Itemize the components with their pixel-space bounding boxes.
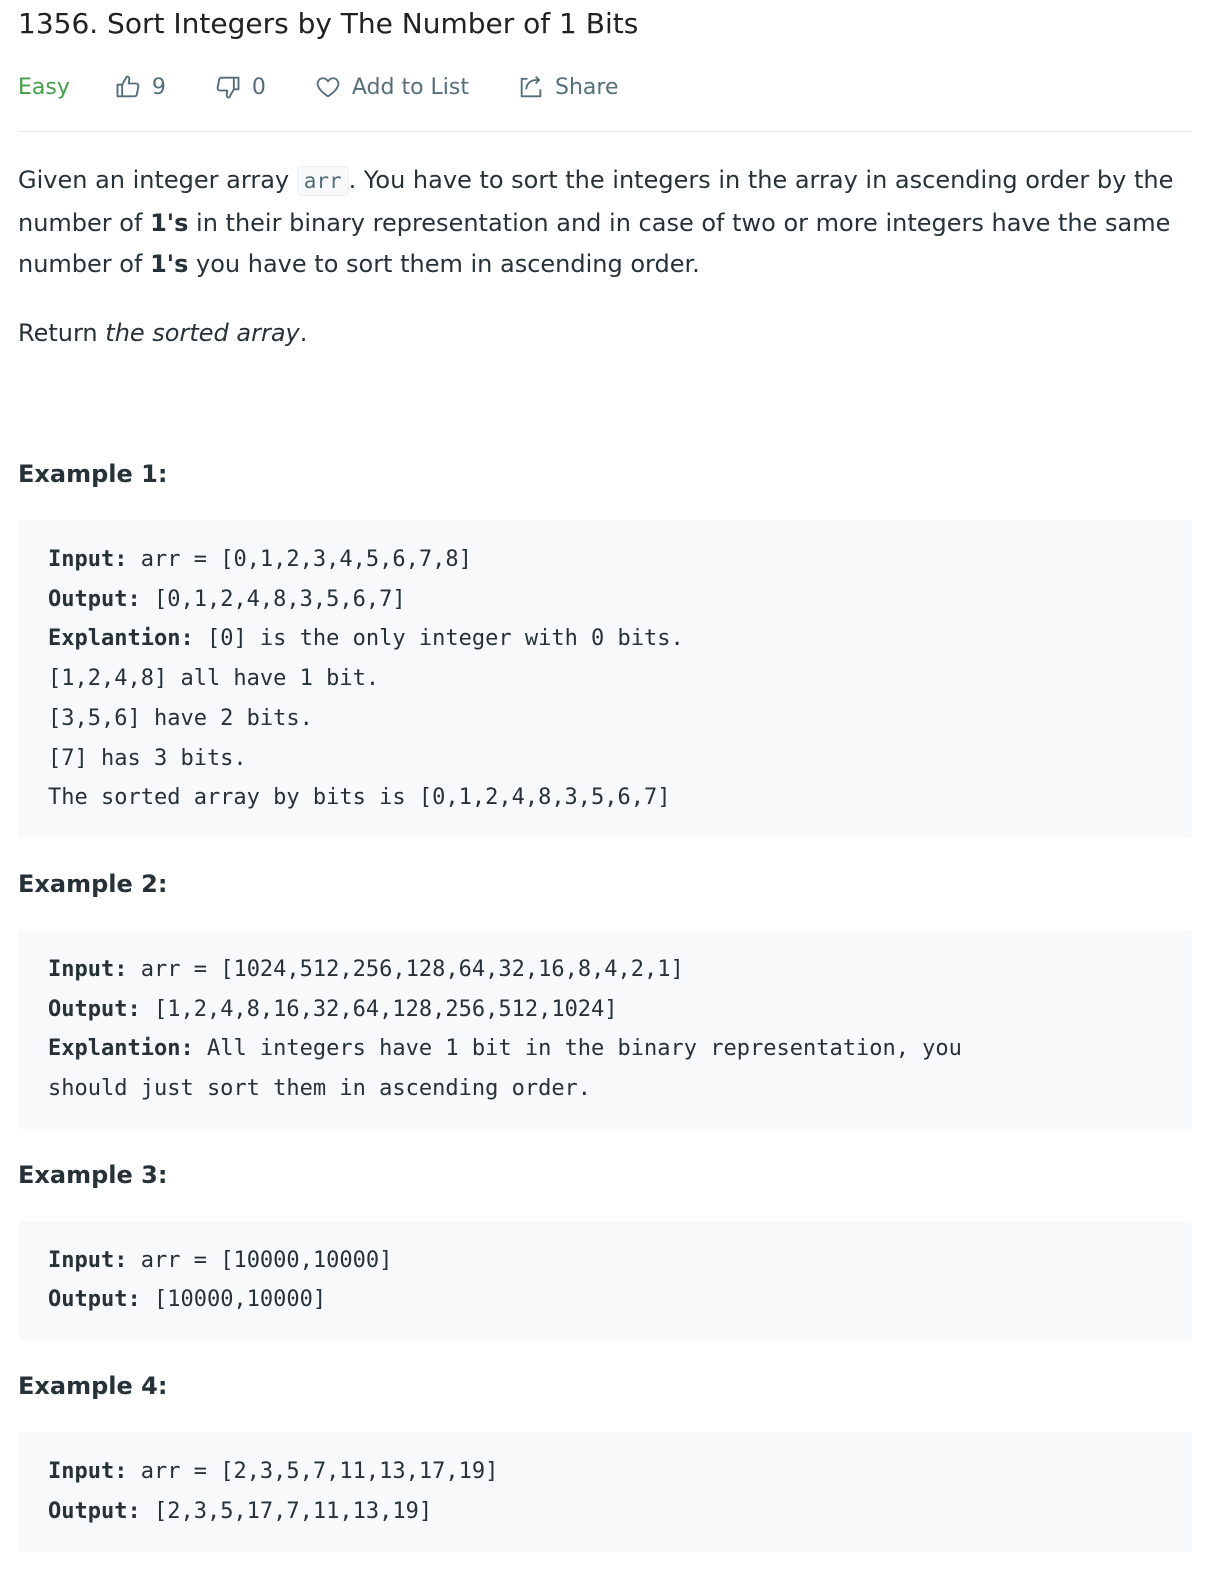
output-label: Output: [48, 586, 141, 612]
thumbs-down-icon [214, 73, 242, 101]
share-label: Share [555, 74, 619, 100]
description-bold: 1's [150, 208, 189, 237]
example-1-code-block [18, 520, 1192, 838]
add-to-list-button[interactable] [314, 73, 469, 101]
example-output: [0,1,2,4,8,3,5,6,7] [140, 586, 406, 612]
description-text: Return [18, 318, 106, 347]
thumbs-up-icon [114, 73, 142, 101]
description-text: . You have to sort the integers in the array in ascending order by the number of [18, 166, 1174, 237]
share-button[interactable] [517, 73, 619, 101]
description-bold: 1's [150, 250, 189, 278]
problem-title: 1356. Sort Integers by The Number of 1 Bits [18, 7, 639, 40]
explanation-label: Explantion: [48, 626, 194, 652]
heart-icon [314, 73, 342, 101]
example-3-title: Example 3: [18, 1160, 168, 1189]
dislike-button[interactable] [214, 73, 266, 101]
dislike-count: 0 [251, 74, 266, 100]
example-explanation-line: [7] has 3 bits. [48, 745, 247, 771]
description-text: . [299, 318, 308, 347]
example-output: [2,3,5,17,7,11,13,19] [140, 1498, 433, 1524]
input-label: Input: [48, 956, 128, 982]
example-input: arr = [0,1,2,3,4,5,6,7,8] [127, 547, 472, 572]
description-paragraph-1 [18, 160, 1192, 286]
problem-meta-bar [18, 65, 1192, 132]
explanation-label: Explantion: [48, 1036, 194, 1062]
example-explanation-line: [3,5,6] have 2 bits. [48, 705, 313, 731]
example-explanation-line: [1,2,4,8] all have 1 bit. [48, 666, 380, 692]
description-text: you have to sort them in ascending order. [188, 250, 700, 278]
output-label: Output: [48, 1498, 141, 1524]
like-button[interactable] [114, 73, 166, 101]
description-text: Given an integer array [18, 166, 297, 194]
example-1-title: Example 1: [18, 460, 168, 488]
example-input: arr = [1024,512,256,128,64,32,16,8,4,2,1] [127, 956, 684, 982]
example-input: arr = [10000,10000] [127, 1247, 393, 1273]
example-2-title: Example 2: [18, 869, 168, 898]
example-3-code-block [18, 1221, 1192, 1340]
input-label: Input: [48, 1247, 128, 1273]
like-count: 9 [151, 74, 166, 100]
example-output: [1,2,4,8,16,32,64,128,256,512,1024] [140, 996, 618, 1022]
example-4-code-block [18, 1432, 1192, 1551]
example-2-code-block [18, 930, 1192, 1129]
add-to-list-label: Add to List [351, 74, 469, 100]
example-explanation-line: [0] is the only integer with 0 bits. [193, 626, 684, 652]
input-label: Input: [48, 1459, 128, 1485]
example-4-title: Example 4: [18, 1372, 168, 1401]
example-explanation-line: All integers have 1 bit in the binary representation, you [193, 1036, 962, 1062]
description-text: in their binary representation and in case of two or more integers have the same number of [18, 208, 1171, 278]
output-label: Output: [48, 1287, 141, 1313]
inline-code-arr: arr [297, 166, 349, 196]
description-emphasis: the sorted array [105, 318, 300, 347]
example-explanation-line: should just sort them in ascending order. [48, 1076, 592, 1102]
input-label: Input: [48, 547, 128, 572]
example-explanation-line: The sorted array by bits is [0,1,2,4,8,3,5,6,7] [48, 785, 671, 811]
example-output: [10000,10000] [140, 1287, 327, 1313]
output-label: Output: [48, 996, 141, 1022]
example-input: arr = [2,3,5,7,11,13,17,19] [127, 1459, 499, 1485]
difficulty-label: Easy [18, 74, 70, 100]
description-paragraph-2 [18, 313, 1192, 355]
problem-description [18, 160, 1192, 354]
share-icon [517, 73, 545, 101]
